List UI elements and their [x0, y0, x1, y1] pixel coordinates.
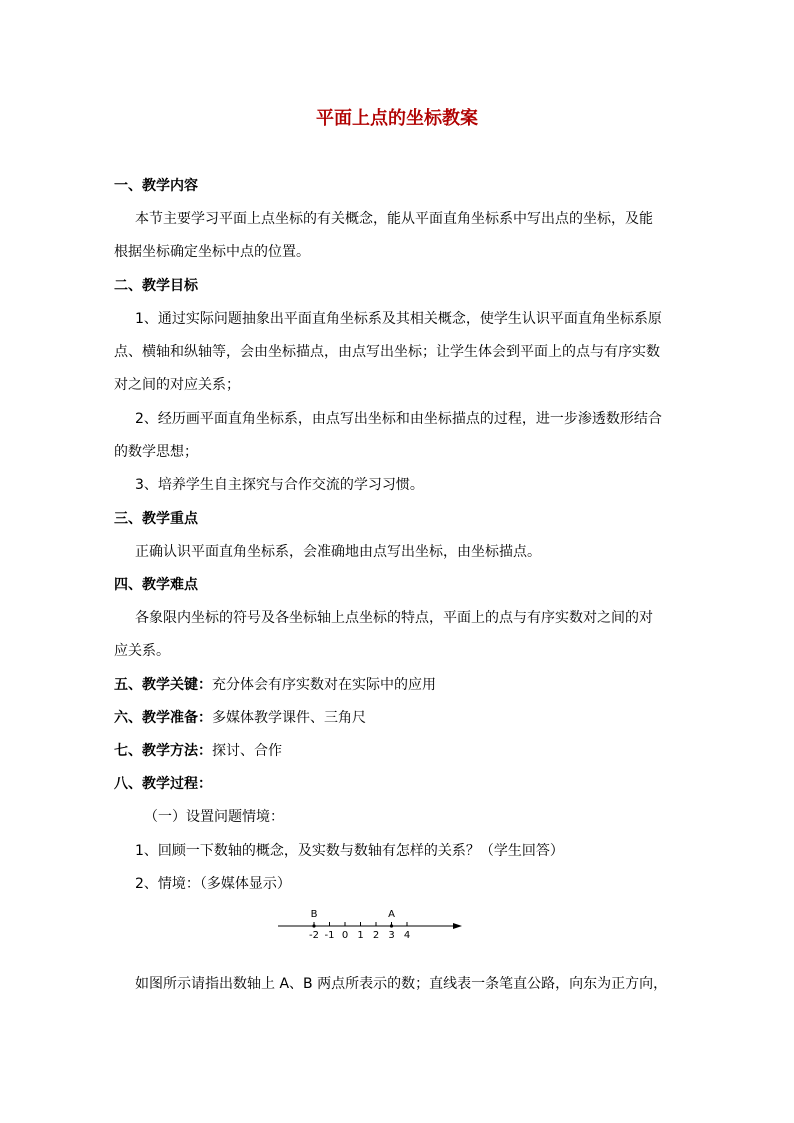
section-method-text: 探讨、合作	[212, 743, 282, 759]
paragraph-line: 3、培养学生自主探究与合作交流的学习习惯。	[135, 477, 424, 493]
paragraph-line: 2、情境：（多媒体显示）	[135, 876, 291, 892]
section-key-text: 充分体会有序实数对在实际中的应用	[212, 677, 436, 693]
paragraph-line: 应关系。	[114, 643, 170, 659]
paragraph-line: 的数学思想；	[114, 444, 198, 460]
number-line-tick-label: 4	[403, 930, 411, 941]
number-line-ticks	[309, 922, 410, 941]
paragraph-line: 正确认识平面直角坐标系，会准确地由点写出坐标，由坐标描点。	[135, 544, 541, 560]
section-method	[114, 741, 684, 761]
number-line-point-label: B	[310, 909, 318, 920]
number-line-tick-label: 0	[341, 930, 349, 941]
number-line-tick-label: 1	[357, 930, 364, 941]
section-prep-text: 多媒体教学课件、三角尺	[212, 710, 366, 726]
section-heading-focus: 三、教学重点	[114, 511, 198, 527]
section-heading-content: 一、教学内容	[114, 178, 198, 194]
section-heading-goals: 二、教学目标	[114, 278, 198, 294]
section-heading-process: 八、教学过程：	[114, 776, 212, 792]
number-line-tick-label: 2	[372, 930, 380, 941]
section-heading-difficulty: 四、教学难点	[114, 577, 198, 593]
section-heading-key: 五、教学关键：	[114, 677, 212, 693]
paragraph-line: 1、回顾一下数轴的概念，及实数与数轴有怎样的关系？（学生回答）	[135, 843, 564, 859]
number-line-figure	[276, 905, 466, 945]
paragraph-line: 点、横轴和纵轴等，会由坐标描点，由点写出坐标；让学生体会到平面上的点与有序实数	[114, 344, 660, 360]
paragraph-line: 各象限内坐标的符号及各坐标轴上点坐标的特点，平面上的点与有序实数对之间的对	[135, 610, 653, 626]
number-line-point	[390, 924, 393, 927]
number-line-arrow	[453, 923, 462, 929]
sub-heading: （一）设置问题情境：	[144, 809, 284, 825]
paragraph-line: 2、经历画平面直角坐标系，由点写出坐标和由坐标描点的过程，进一步渗透数形结合	[135, 411, 662, 427]
section-prep	[114, 708, 684, 728]
paragraph-line: 根据坐标确定坐标中点的位置。	[114, 244, 310, 260]
section-heading-prep: 六、教学准备：	[114, 710, 212, 726]
page-title: 平面上点的坐标教案	[316, 108, 478, 129]
number-line-point-label: A	[388, 909, 395, 920]
number-line-point	[312, 924, 315, 927]
number-line-tick-label: -1	[324, 930, 335, 941]
section-heading-method: 七、教学方法：	[114, 743, 212, 759]
section-key	[114, 675, 684, 695]
paragraph-line: 本节主要学习平面上点坐标的有关概念，能从平面直角坐标系中写出点的坐标，及能	[135, 211, 653, 227]
paragraph-line: 如图所示请指出数轴上 A、B 两点所表示的数；直线表一条笔直公路，向东为正方向，	[135, 976, 668, 992]
number-line-tick-label: 3	[388, 930, 395, 941]
number-line-tick-label: -2	[309, 930, 319, 941]
number-line-points	[311, 909, 396, 928]
paragraph-line: 1、通过实际问题抽象出平面直角坐标系及其相关概念，使学生认识平面直角坐标系原	[135, 311, 662, 327]
paragraph-line: 对之间的对应关系；	[114, 377, 240, 393]
